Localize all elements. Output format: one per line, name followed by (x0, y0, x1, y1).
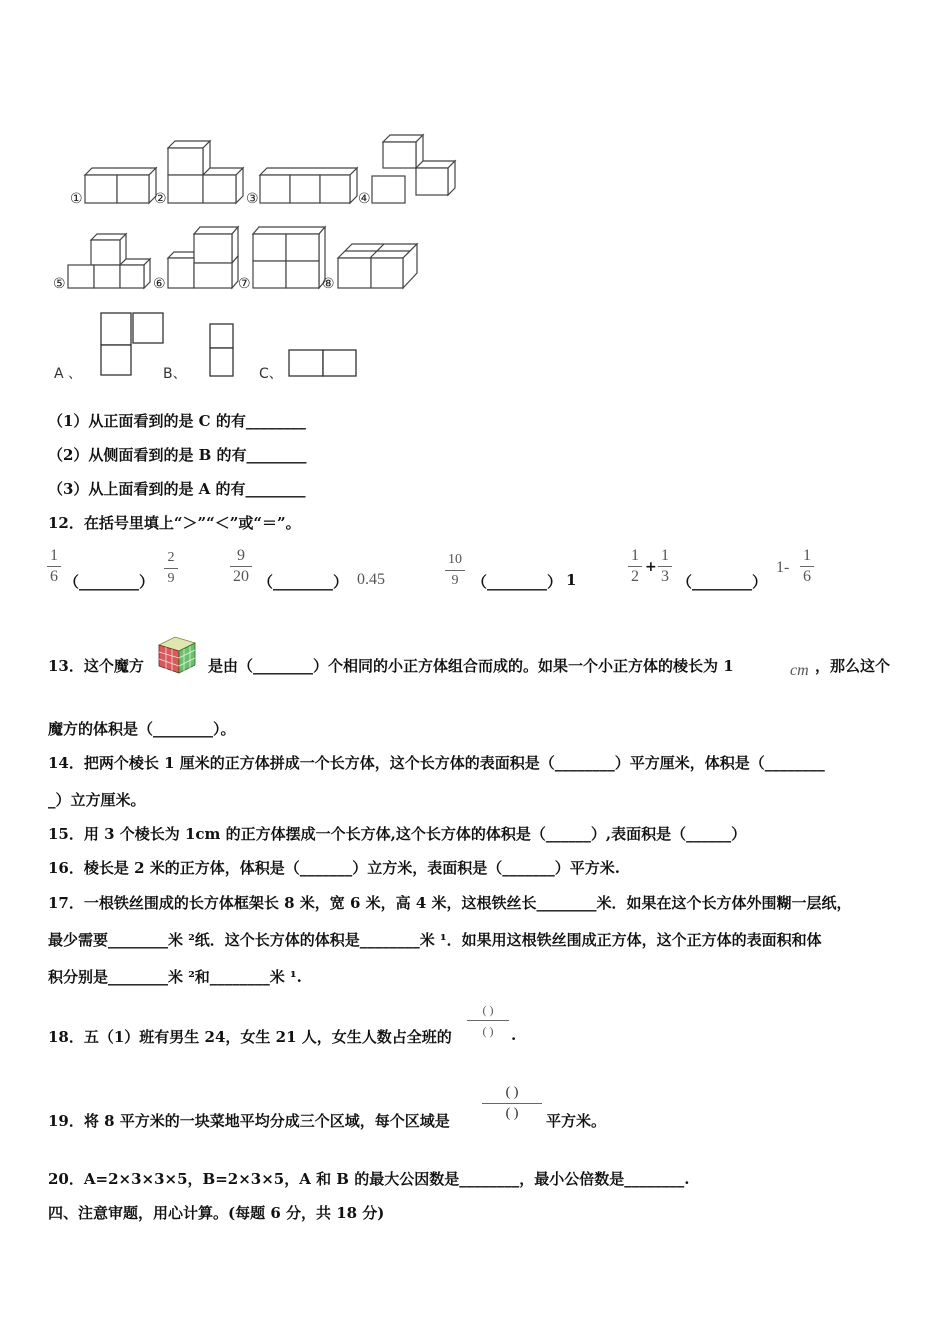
figure-8-label: ⑧ (322, 276, 335, 292)
figure-6-label: ⑥ (153, 276, 166, 292)
figure-3-label: ③ (246, 191, 259, 207)
q19-text: 19．将 8 平方米的一块菜地平均分成三个区域，每个区域是 (48, 1112, 450, 1130)
plus-sign: + (645, 559, 657, 575)
figure-8-shape (338, 244, 417, 288)
q12-value-1: 1 (566, 571, 577, 589)
q14-line1: 14．把两个棱长 1 厘米的正方体拼成一个长方体，这个长方体的表面积是（________）平方厘米，体积是（________ (48, 754, 825, 772)
fraction-denominator: 9 (167, 571, 175, 586)
q12-one-minus: 1- (776, 559, 790, 576)
q17-line3: 积分别是________米 ²和________米 ¹. (48, 968, 302, 986)
q12-blank-3: （________） (472, 573, 563, 591)
q19-end: 平方米。 (546, 1112, 607, 1130)
figure-1-shape (85, 168, 156, 203)
q18-text: 18．五（1）班有男生 24，女生 21 人，女生人数占全班的 (48, 1028, 452, 1046)
q20-text: 20．A=2×3×3×5，B=2×3×5，A 和 B 的最大公因数是________，最小公倍数是________. (48, 1170, 690, 1188)
fraction-denominator: 6 (50, 568, 58, 585)
rubiks-cube-image (155, 633, 199, 677)
q12-blank-2: （________） (258, 573, 349, 591)
fraction-numerator: 1 (631, 547, 639, 564)
q19-numerator-blank: ( ) (505, 1085, 519, 1100)
q16-text: 16．棱长是 2 米的正方体，体积是（_______）立方米，表面积是（_______）平方米. (48, 859, 620, 877)
q12-blank-4: （________） (677, 573, 768, 591)
figure-2-label: ② (154, 191, 167, 207)
figure-4-shape (372, 135, 455, 203)
fraction-numerator: 2 (167, 550, 175, 565)
view-a-shape (101, 313, 163, 375)
section-4-heading: 四、注意审题，用心计算。(每题 6 分，共 18 分) (48, 1204, 385, 1222)
q19-denominator-blank: ( ) (505, 1106, 519, 1121)
figure-5-label: ⑤ (53, 276, 66, 292)
q13-unit-cm: cm (790, 662, 809, 679)
fraction-denominator: 9 (451, 573, 459, 588)
figure-7-label: ⑦ (238, 276, 251, 292)
q18-numerator-blank: ( ) (482, 1003, 494, 1017)
q17-line1: 17．一根铁丝围成的长方体框架长 8 米，宽 6 米，高 4 米，这根铁丝长________米．如果在这个长方体外围糊一层纸， (48, 894, 852, 912)
figure-5-shape (68, 234, 150, 288)
q12-title: 12．在括号里填上“＞”“＜”或“＝”。 (48, 514, 301, 532)
view-c-label: C、 (259, 366, 283, 382)
view-figures (50, 308, 370, 388)
fraction-numerator: 10 (448, 552, 462, 567)
q18-denominator-blank: ( ) (482, 1024, 494, 1038)
fraction-denominator: 20 (233, 568, 249, 585)
figure-3-shape (260, 168, 357, 203)
fraction-numerator: 9 (237, 547, 245, 564)
q11-sub2: （2）从侧面看到的是 B 的有________ (48, 446, 307, 464)
figure-4-label: ④ (358, 191, 371, 207)
q13-part2: 是由（________）个相同的小正方体组合而成的。如果一个小正方体的棱长为 1 (208, 657, 734, 675)
view-b-shape (210, 324, 233, 376)
fraction-numerator: 1 (50, 547, 58, 564)
q11-sub1: （1）从正面看到的是 C 的有________ (48, 412, 306, 430)
q13-part3: ，那么这个 (815, 657, 891, 675)
q18-end: . (511, 1026, 517, 1044)
figure-2-shape (168, 141, 243, 203)
q12-value-045: 0.45 (357, 571, 385, 588)
q15-text: 15．用 3 个棱长为 1cm 的正方体摆成一个长方体,这个长方体的体积是（______）,表面积是（______） (48, 825, 747, 843)
q13-line2: 魔方的体积是（________）。 (48, 720, 236, 738)
fraction-denominator: 3 (661, 568, 669, 585)
q17-line2: 最少需要________米 ²纸．这个长方体的体积是________米 ¹．如果用这根铁丝围成正方体，这个正方体的表面积和体 (48, 931, 822, 949)
figure-1-label: ① (70, 191, 83, 207)
view-c-shape (289, 350, 356, 376)
q11-sub3: （3）从上面看到的是 A 的有________ (48, 480, 306, 498)
figure-7-shape (253, 227, 325, 288)
q14-line2: _）立方厘米。 (48, 791, 146, 809)
q12-blank-1: （________） (64, 573, 155, 591)
view-a-label: A 、 (54, 366, 83, 382)
fraction-denominator: 6 (803, 568, 811, 585)
fraction-numerator: 1 (661, 547, 669, 564)
fraction-denominator: 2 (631, 568, 639, 585)
fraction-numerator: 1 (803, 547, 811, 564)
q13-part1: 13．这个魔方 (48, 657, 144, 675)
view-b-label: B、 (163, 366, 187, 382)
cube-figures (53, 130, 480, 295)
figure-6-shape (168, 227, 238, 288)
